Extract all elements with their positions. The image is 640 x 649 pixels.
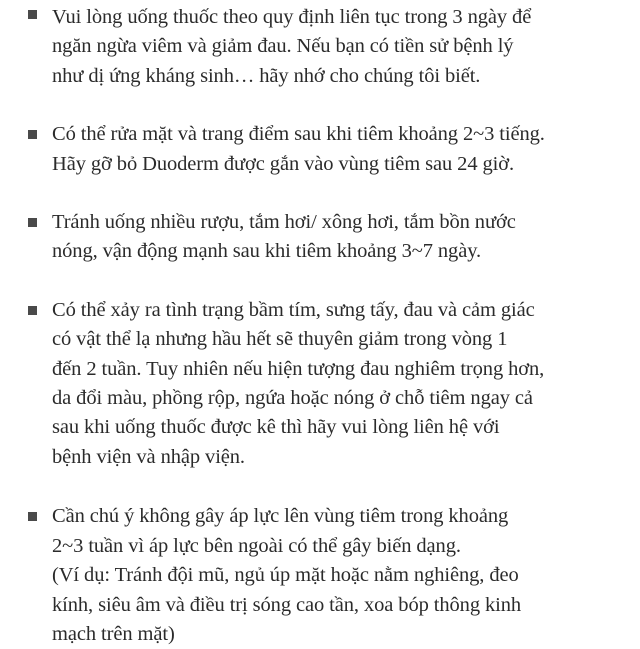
square-bullet-icon [28, 130, 37, 139]
instruction-line: kính, siêu âm và điều trị sóng cao tần, xoa bóp thông kinh [52, 593, 522, 616]
instruction-item-medication [0, 0, 640, 91]
instruction-line: như dị ứng kháng sinh… hãy nhớ cho chúng tôi biết. [52, 64, 481, 87]
instruction-line: sau khi uống thuốc được kê thì hãy vui lòng liên hệ với [52, 416, 500, 439]
square-bullet-icon [28, 218, 37, 227]
instruction-line: da đổi màu, phồng rộp, ngứa hoặc nóng ở chỗ tiêm ngay cả [52, 387, 533, 410]
instruction-line: nóng, vận động mạnh sau khi tiêm khoảng 3~7 ngày. [52, 240, 482, 263]
instruction-item-washing [0, 120, 640, 179]
instruction-line: Hãy gỡ bỏ Duoderm được gắn vào vùng tiêm sau 24 giờ. [52, 152, 515, 175]
square-bullet-icon [28, 10, 37, 19]
instruction-line: ngăn ngừa viêm và giảm đau. Nếu bạn có tiền sử bệnh lý [52, 35, 514, 58]
square-bullet-icon [28, 512, 37, 521]
instruction-line: Vui lòng uống thuốc theo quy định liên tục trong 3 ngày để [52, 6, 532, 28]
instruction-line: Có thể rửa mặt và trang điểm sau khi tiêm khoảng 2~3 tiếng. [52, 123, 545, 146]
instruction-line: Tránh uống nhiều rượu, tắm hơi/ xông hơi, tắm bồn nước [52, 211, 516, 234]
instruction-line: Cần chú ý không gây áp lực lên vùng tiêm trong khoảng [52, 505, 509, 528]
instruction-line: Có thể xảy ra tình trạng bầm tím, sưng tấy, đau và cảm giác [52, 298, 535, 321]
instruction-line: mạch trên mặt) [52, 622, 175, 645]
instruction-item-side-effects [0, 296, 640, 472]
instruction-item-avoid-activities [0, 208, 640, 267]
instruction-line: 2~3 tuần vì áp lực bên ngoài có thể gây biến dạng. [52, 534, 461, 557]
instruction-item-pressure [0, 502, 640, 649]
square-bullet-icon [28, 306, 37, 315]
instruction-line: (Ví dụ: Tránh đội mũ, ngủ úp mặt hoặc nằm nghiêng, đeo [52, 564, 519, 587]
instruction-line: có vật thể lạ nhưng hầu hết sẽ thuyên giảm trong vòng 1 [52, 328, 508, 351]
instruction-line: đến 2 tuần. Tuy nhiên nếu hiện tượng đau nghiêm trọng hơn, [52, 357, 545, 380]
instruction-line: bệnh viện và nhập viện. [52, 445, 245, 468]
